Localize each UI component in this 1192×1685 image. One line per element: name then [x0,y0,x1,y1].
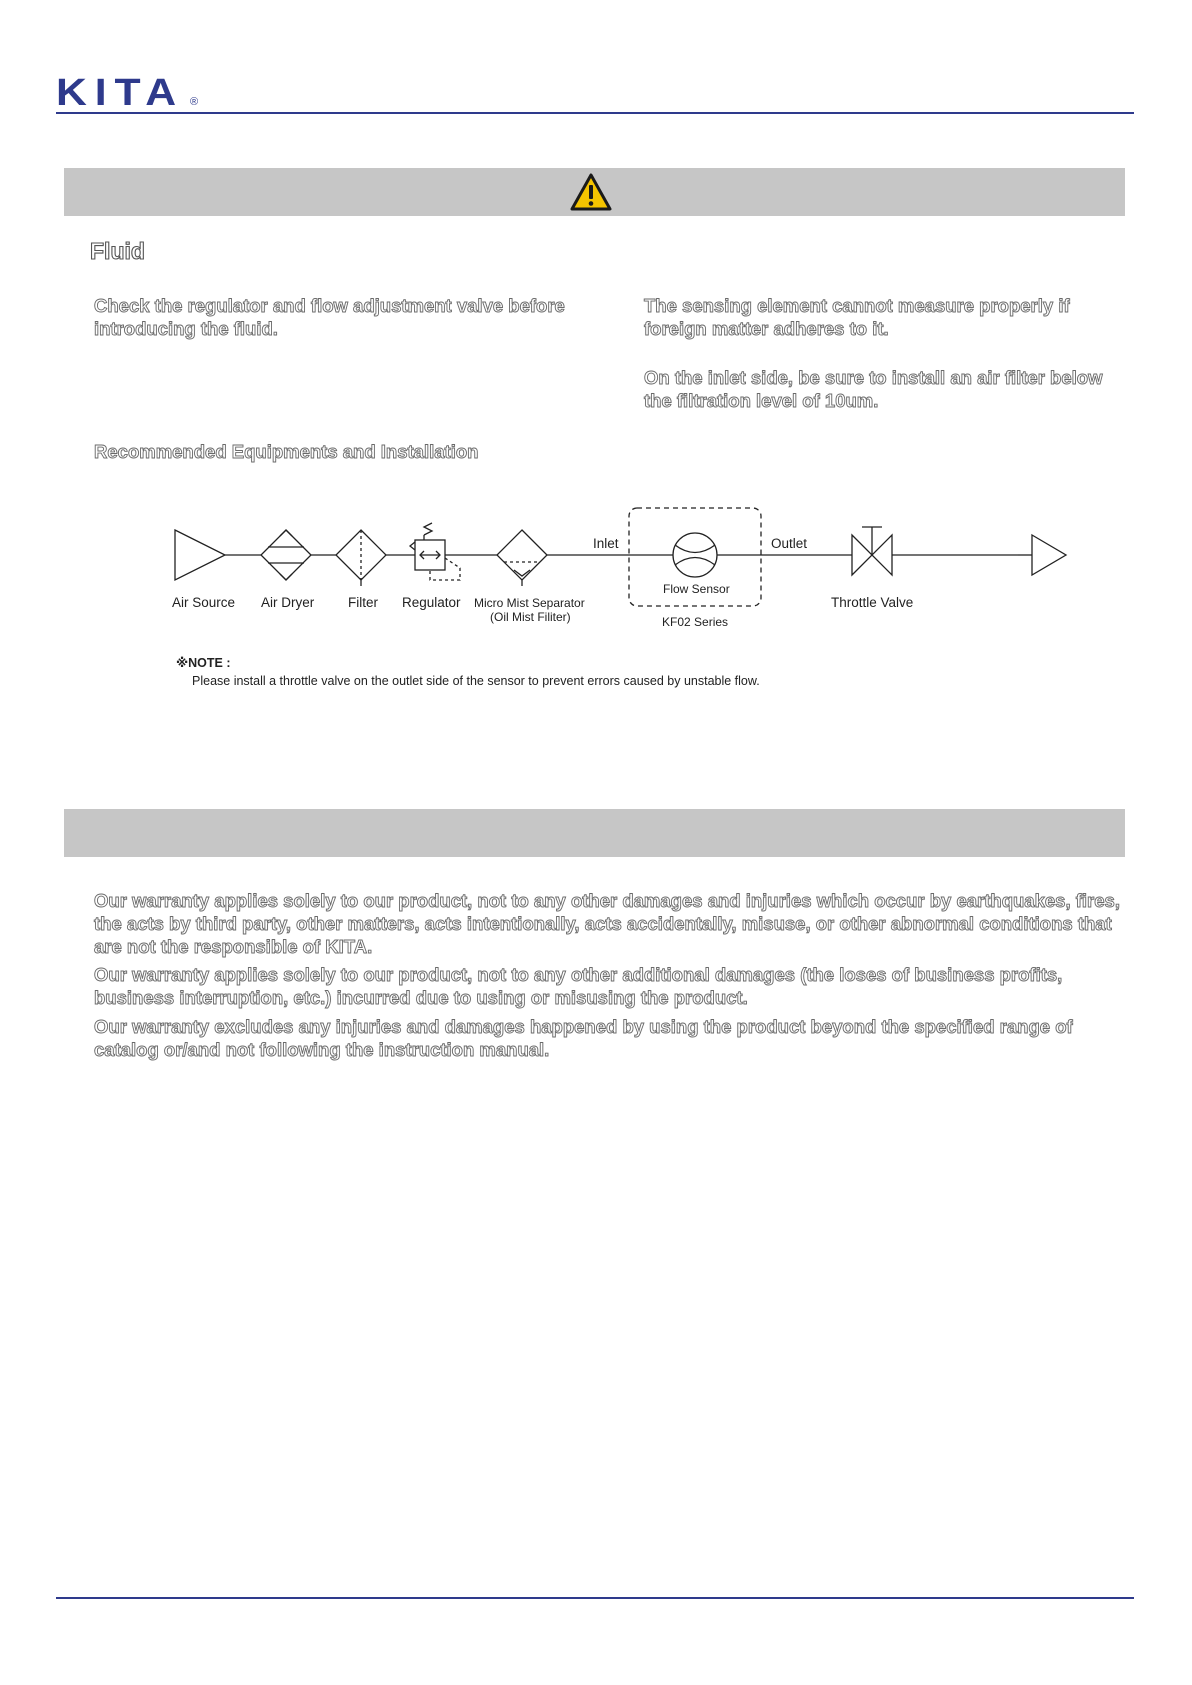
installation-diagram [160,500,1080,700]
kita-logo [56,74,206,110]
label-mist-separator-1: Micro Mist Separator [474,596,585,610]
note-title: ※NOTE : [176,656,231,670]
fluid-heading: Fluid [90,238,145,264]
label-inlet: Inlet [593,536,619,551]
footer-rule [56,1597,1134,1599]
label-flow-sensor: Flow Sensor [663,582,730,596]
label-air-source: Air Source [172,595,236,610]
caution-band [64,168,1125,216]
warranty-paragraph-2: Our warranty applies solely to our product, not to any other additional damages (the loses of business profits, business interruption, etc.) incurred due to using or misusing the product. [94,964,1063,1008]
outlet-symbol [1032,535,1066,575]
label-throttle-valve: Throttle Valve [831,595,914,610]
label-air-dryer: Air Dryer [261,595,315,610]
label-series: KF02 Series [662,615,729,629]
logo-text: KITA [56,74,184,110]
header-rule [56,112,1134,114]
air-source-symbol [175,530,225,580]
warranty-paragraph-1: Our warranty applies solely to our product, not to any other damages and injuries which occur by earthquakes, fires, the acts by third party, other matters, acts intentionally, acts accidentally, misuse, or other abnormal conditions that are not the responsible of KITA. [94,890,1120,957]
fluid-left-text: Check the regulator and flow adjustment valve before introducing the fluid. [94,295,565,339]
fluid-right-text-2: On the inlet side, be sure to install an air filter below the filtration level of 10um. [644,367,1103,411]
fluid-right-text-1: The sensing element cannot measure properly if foreign matter adheres to it. [644,295,1070,339]
label-mist-separator-2: (Oil Mist Filiter) [490,610,571,624]
air-dryer-symbol [261,530,311,580]
label-outlet: Outlet [771,536,808,551]
recommended-title: Recommended Equipments and Installation [94,441,479,462]
flow-sensor-symbol [673,533,717,577]
mist-separator-symbol [497,530,547,580]
warranty-paragraph-3: Our warranty excludes any injuries and damages happened by using the product beyond the specified range of catalog or/and not following the instruction manual. [94,1016,1073,1060]
note-body: Please install a throttle valve on the outlet side of the sensor to prevent errors caused by unstable flow. [192,674,760,688]
warranty-band [64,809,1125,857]
label-filter: Filter [348,595,378,610]
label-regulator: Regulator [402,595,461,610]
warning-triangle-icon [569,172,613,212]
registered-mark: ® [190,96,199,108]
